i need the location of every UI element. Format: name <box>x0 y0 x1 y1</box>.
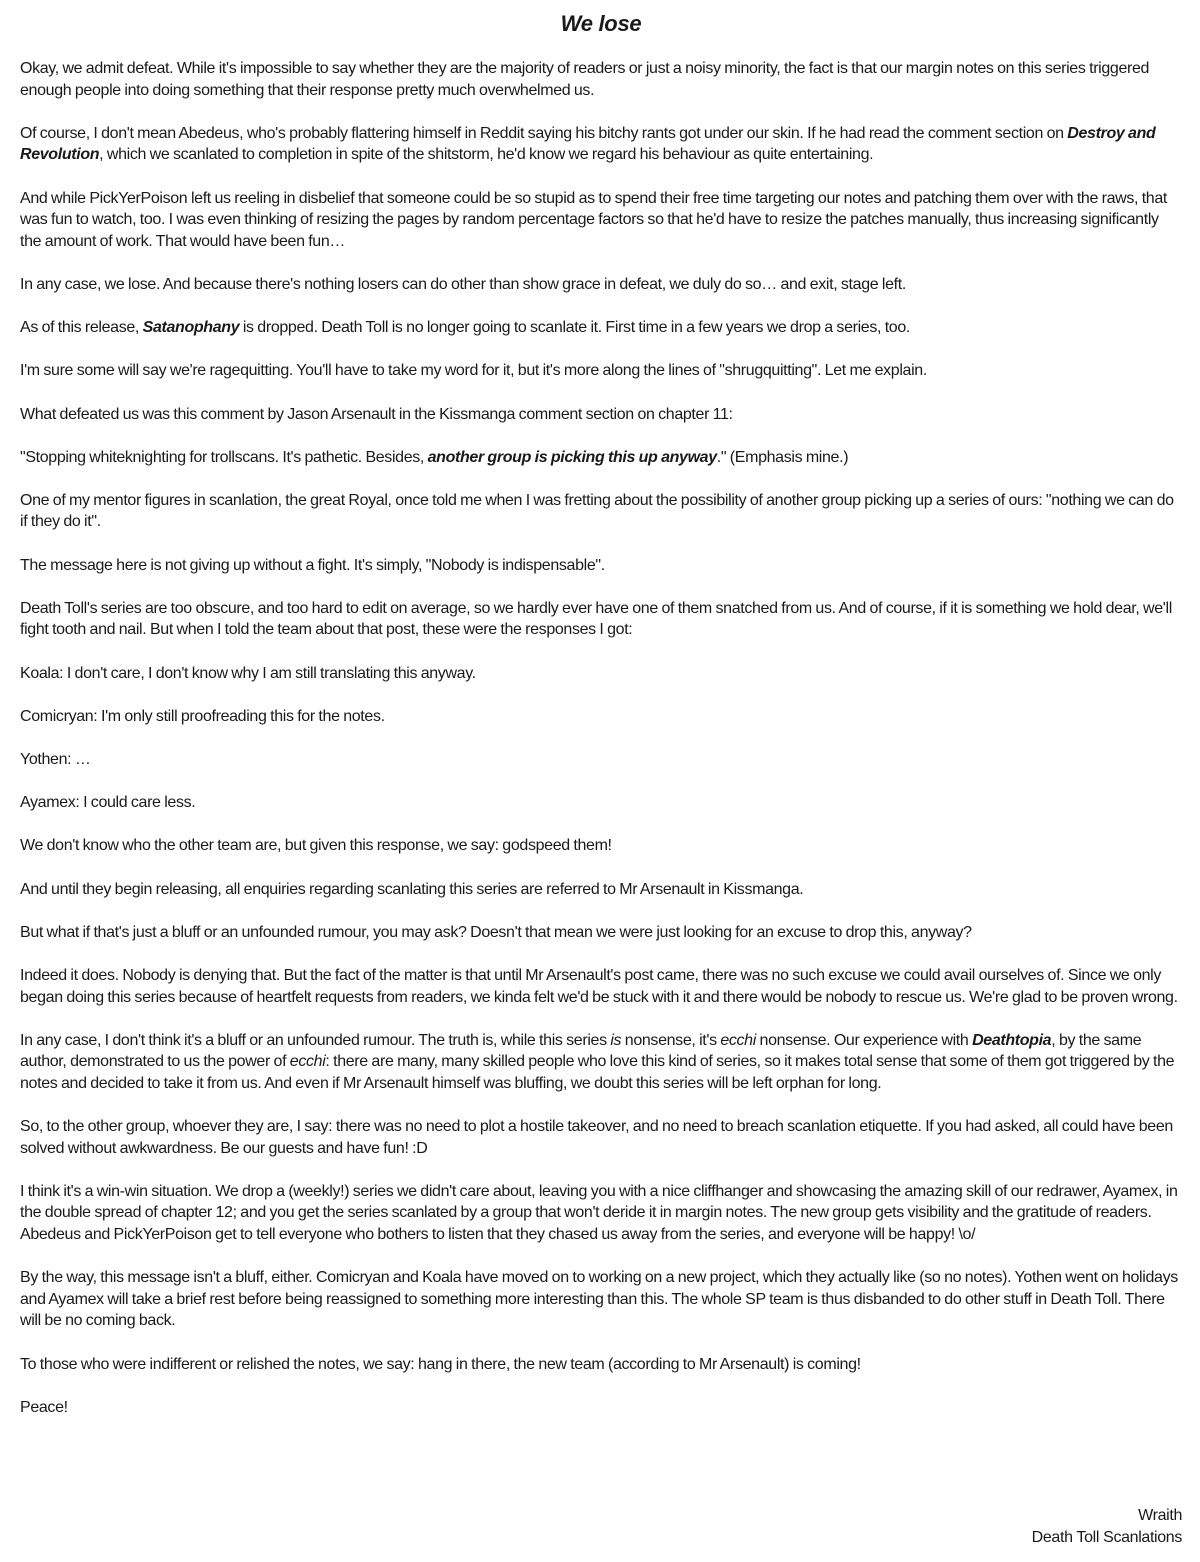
text-run: Yothen: … <box>20 751 91 768</box>
paragraph <box>20 663 1182 685</box>
text-run: So, to the other group, whoever they are, I say: there was no need to plot a hostile takeover, and no need to breach scanlation etiquette. If you had asked, all could have been solved without awkwardness. Be our guests and have fun! :D <box>20 1118 1173 1157</box>
text-run: But what if that's just a bluff or an unfounded rumour, you may ask? Doesn't that mean we were just looking for an excuse to drop this, anyway? <box>20 923 972 941</box>
paragraph <box>20 555 1182 577</box>
text-run: One of my mentor figures in scanlation, the great Royal, once told me when I was fretting about the possibility of another group picking up a series of ours: "nothing we can do if they do it". <box>20 491 1174 531</box>
paragraph <box>20 188 1182 253</box>
paragraph <box>20 1354 1182 1376</box>
text-run: : there are many, many skilled people who love this kind of series, so it makes total sense that some of them got triggered by the notes and decided to take it from us. And even if Mr Arsenault himself was bluffing, we doubt this series will be left orphan for long. <box>20 1053 1175 1092</box>
text-run: In any case, we lose. And because there's nothing losers can do other than show grace in defeat, we duly do so… and exit, stage left. <box>20 275 906 293</box>
text-run: , which we scanlated to completion in spite of the shitstorm, he'd know we regard his behaviour as quite entertaining. <box>99 146 874 164</box>
text-run: Of course, I don't mean Abedeus, who's probably flattering himself in Reddit saying his bitchy rants got under our skin. If he had read the comment section on <box>20 124 1068 142</box>
paragraph <box>20 58 1182 101</box>
text-run: And while PickYerPoison left us reeling in disbelief that someone could be so stupid as to spend their free time targeting our notes and patching them over with the raws, that was fun to watch, too. I was even thinking of resizing the pages by random percentage factors so that he'd have to resize the patches manually, thus increasing significantly the amount of work. That would have been fun… <box>20 189 1167 250</box>
text-run: nonsense, it's <box>621 1031 721 1049</box>
signature-name: Wraith <box>1138 1507 1182 1524</box>
text-run: Ayamex: I could care less. <box>20 794 196 812</box>
emphasis-bold-italic: another group is picking this up anyway <box>427 448 717 466</box>
text-run: Comicryan: I'm only still proofreading this for the notes. <box>20 707 385 725</box>
text-run: Peace! <box>20 1398 68 1416</box>
paragraph <box>20 598 1182 641</box>
paragraph <box>20 1397 1182 1419</box>
paragraph <box>20 274 1182 296</box>
text-run: I think it's a win-win situation. We drop a (weekly!) series we didn't care about, leaving you with a nice cliffhanger and showcasing the amazing skill of our redrawer, Ayamex, in the double spread of chapter 12; and you get the series scanlated by a group that won't deride it in margin notes. The new group gets visibility and the gratitude of readers. Abedeus and PickYerPoison get to tell everyone who bothers to listen that they chased us away from the series, and everyone will be happy! \o/ <box>20 1182 1178 1244</box>
text-run: And until they begin releasing, all enquiries regarding scanlating this series are referred to Mr Arsenault in Kissmanga. <box>20 880 804 898</box>
text-run: I'm sure some will say we're ragequitting. You'll have to take my word for it, but it's more along the lines of "shrugquitting". Let me explain. <box>20 362 927 380</box>
signature-group: Death Toll Scanlations <box>1031 1528 1182 1546</box>
emphasis-italic: ecchi <box>720 1031 756 1049</box>
text-run: nonsense. Our experience with <box>755 1031 973 1049</box>
paragraph <box>20 749 1182 771</box>
paragraph <box>20 404 1182 426</box>
text-run: Koala: I don't care, I don't know why I am still translating this anyway. <box>20 664 476 682</box>
paragraph <box>20 490 1182 533</box>
emphasis-bold-italic: Deathtopia <box>972 1031 1052 1049</box>
emphasis-bold-italic: Satanophany <box>142 319 240 337</box>
text-run: , by the same author, demonstrated to us the power of <box>20 1031 1142 1071</box>
emphasis-bold-italic: Destroy and Revolution <box>20 124 1156 164</box>
emphasis-italic: is <box>610 1031 622 1049</box>
text-run: By the way, this message isn't a bluff, either. Comicryan and Koala have moved on to working on a new project, which they actually like (so no notes). Yothen went on holidays and Ayamex will take a brief rest before being reassigned to something more interesting than this. The whole SP team is thus disbanded to do other stuff in Death Toll. There will be no coming back. <box>20 1269 1178 1330</box>
paragraph <box>20 1116 1182 1159</box>
paragraph <box>20 706 1182 728</box>
text-run: The message here is not giving up without a fight. It's simply, "Nobody is indispensable". <box>20 556 605 574</box>
paragraph <box>20 835 1182 857</box>
text-run: Death Toll's series are too obscure, and too hard to edit on average, so we hardly ever have one of them snatched from us. And of course, if it is something we hold dear, we'll fight tooth and nail. But when I told the team about that post, these were the responses I got: <box>20 599 1172 639</box>
text-run: To those who were indifferent or relished the notes, we say: hang in there, the new team (according to Mr Arsenault) is coming! <box>20 1355 861 1373</box>
text-run: ." (Emphasis mine.) <box>716 448 849 466</box>
paragraph <box>20 965 1182 1008</box>
page-title: We lose <box>560 11 642 36</box>
text-run: is dropped. Death Toll is no longer going to scanlate it. First time in a few years we drop a series, too. <box>239 319 910 337</box>
text-run: Indeed it does. Nobody is denying that. But the fact of the matter is that until Mr Arsenault's post came, there was no such excuse we could avail ourselves of. Since we only began doing this series because of heartfelt requests from readers, we kinda felt we'd be stuck with it and there would be nobody to rescue us. We're glad to be proven wrong. <box>20 966 1178 1006</box>
paragraph <box>20 922 1182 944</box>
paragraph <box>20 1181 1182 1246</box>
paragraph <box>20 1267 1182 1332</box>
text-run: As of this release, <box>20 319 143 337</box>
text-run: In any case, I don't think it's a bluff or an unfounded rumour. The truth is, while this series <box>20 1031 611 1049</box>
text-run: Okay, we admit defeat. While it's impossible to say whether they are the majority of readers or just a noisy minority, the fact is that our margin notes on this series triggered enough people into doing something that their response pretty much overwhelmed us. <box>20 60 1150 99</box>
paragraph <box>20 447 1182 469</box>
paragraph <box>20 317 1182 339</box>
paragraph <box>20 1030 1182 1095</box>
emphasis-italic: ecchi <box>289 1053 326 1071</box>
signature-block <box>1032 1505 1182 1548</box>
paragraph <box>20 123 1182 166</box>
text-run: "Stopping whiteknighting for trollscans. It's pathetic. Besides, <box>20 448 428 466</box>
text-run: We don't know who the other team are, but given this response, we say: godspeed them! <box>20 837 612 855</box>
text-run: What defeated us was this comment by Jason Arsenault in the Kissmanga comment section on chapter 11: <box>20 405 733 423</box>
paragraph <box>20 879 1182 901</box>
paragraph <box>20 792 1182 814</box>
document-body <box>20 58 1182 1418</box>
paragraph <box>20 360 1182 382</box>
